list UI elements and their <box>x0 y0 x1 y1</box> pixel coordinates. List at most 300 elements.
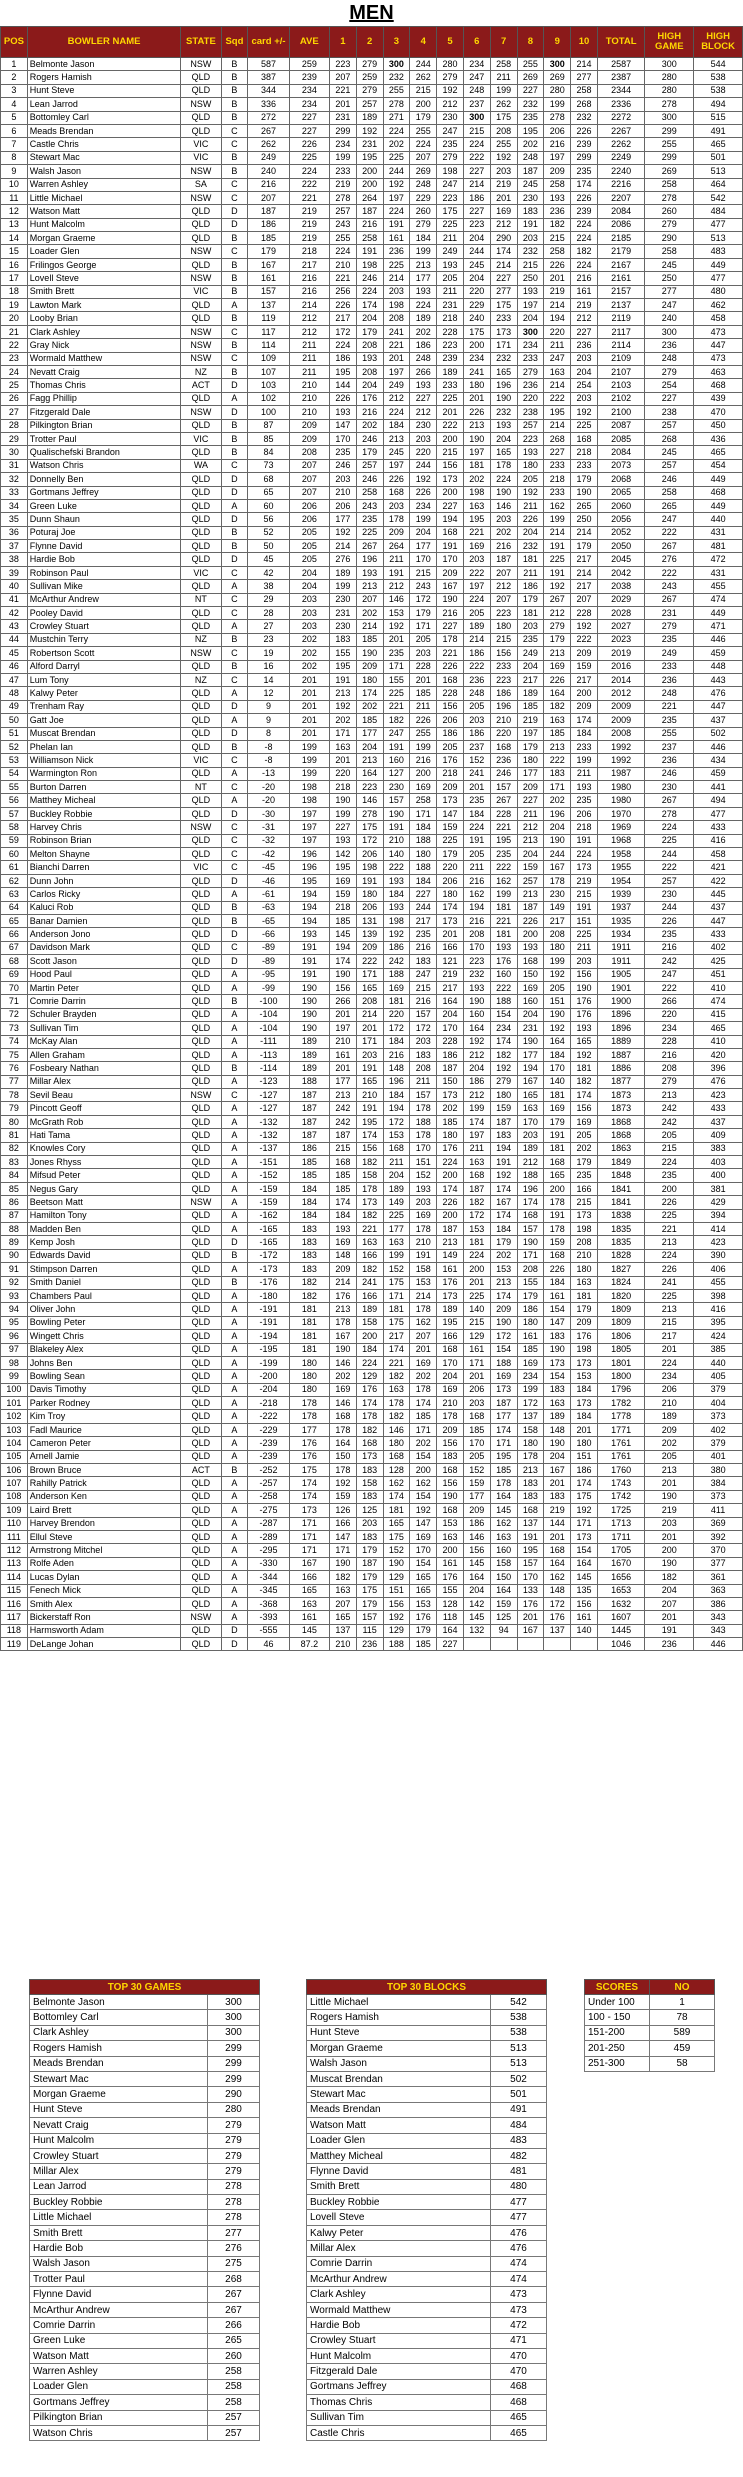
cell-squad: A <box>221 1544 248 1557</box>
cell-high-game: 237 <box>645 740 694 753</box>
cell-game-7: 180 <box>490 620 517 633</box>
cell-game-5: 247 <box>437 124 464 137</box>
cell-high-block: 436 <box>694 432 743 445</box>
table-row <box>1 513 743 526</box>
cell-pos: 57 <box>1 807 28 820</box>
cell-high-game: 208 <box>645 1062 694 1075</box>
table-row <box>1 1638 743 1651</box>
cell-game-1: 168 <box>329 1156 356 1169</box>
cell-game-7: 162 <box>490 1517 517 1530</box>
cell-game-2: 156 <box>356 1142 383 1155</box>
cell-state: NSW <box>181 821 221 834</box>
cell-bowler-name: Pincott Geoff <box>27 1102 181 1115</box>
cell-card: -100 <box>248 995 289 1008</box>
cell-total: 1955 <box>597 861 645 874</box>
cell-high-game: 242 <box>645 1102 694 1115</box>
top-game-value: 278 <box>208 2195 260 2210</box>
cell-squad: B <box>221 915 248 928</box>
cell-game-7: 190 <box>490 392 517 405</box>
table-row <box>1 1089 743 1102</box>
cell-game-4: 211 <box>410 1075 437 1088</box>
cell-card: -191 <box>248 1303 289 1316</box>
cell-game-2: 177 <box>356 727 383 740</box>
cell-card: -63 <box>248 901 289 914</box>
cell-game-3: 213 <box>383 432 410 445</box>
table-row <box>1 1289 743 1302</box>
cell-game-9: 197 <box>544 151 571 164</box>
cell-pos: 94 <box>1 1303 28 1316</box>
cell-game-10: 176 <box>571 1008 598 1021</box>
cell-game-1: 221 <box>329 272 356 285</box>
cell-state: QLD <box>181 1584 221 1597</box>
cell-pos: 24 <box>1 365 28 378</box>
cell-high-game: 201 <box>645 1343 694 1356</box>
cell-game-1: 214 <box>329 1276 356 1289</box>
cell-pos: 1 <box>1 58 28 71</box>
cell-game-3: 224 <box>383 406 410 419</box>
cell-game-5: 173 <box>437 794 464 807</box>
cell-bowler-name: Smith Brett <box>27 285 181 298</box>
top-block-value: 465 <box>491 2425 547 2440</box>
cell-total: 2086 <box>597 218 645 231</box>
cell-game-6: 170 <box>463 1437 490 1450</box>
cell-game-3: 212 <box>383 392 410 405</box>
cell-high-block: 386 <box>694 1597 743 1610</box>
top-block-value: 491 <box>491 2102 547 2117</box>
top-game-name: Belmonte Jason <box>30 1995 208 2010</box>
cell-game-7: 228 <box>490 807 517 820</box>
table-row <box>1 1330 743 1343</box>
cell-squad: B <box>221 1249 248 1262</box>
cell-card: -555 <box>248 1624 289 1637</box>
cell-game-9: 222 <box>544 392 571 405</box>
cell-game-1: 206 <box>329 499 356 512</box>
cell-game-10: 226 <box>571 191 598 204</box>
cell-pos: 73 <box>1 1022 28 1035</box>
cell-game-6: 190 <box>463 995 490 1008</box>
cell-bowler-name: Castle Chris <box>27 138 181 151</box>
header-squad: Sqd <box>221 27 248 58</box>
cell-game-6: 181 <box>463 1236 490 1249</box>
cell-game-8: 236 <box>517 379 544 392</box>
cell-game-8: 189 <box>517 1142 544 1155</box>
table-row <box>1 124 743 137</box>
cell-high-block: 468 <box>694 486 743 499</box>
cell-game-6: 171 <box>463 1356 490 1369</box>
cell-pos: 115 <box>1 1584 28 1597</box>
cell-total: 2065 <box>597 486 645 499</box>
cell-total: 1782 <box>597 1397 645 1410</box>
cell-pos: 47 <box>1 673 28 686</box>
cell-total: 2038 <box>597 580 645 593</box>
cell-game-4: 216 <box>410 995 437 1008</box>
cell-game-10: 174 <box>571 178 598 191</box>
cell-game-9: 162 <box>544 499 571 512</box>
cell-game-8: 209 <box>517 781 544 794</box>
cell-squad: B <box>221 446 248 459</box>
cell-pos: 56 <box>1 794 28 807</box>
cell-squad: D <box>221 928 248 941</box>
cell-game-8: 171 <box>517 1249 544 1262</box>
table-row <box>1 459 743 472</box>
cell-game-5: 205 <box>437 272 464 285</box>
cell-game-8: 227 <box>517 794 544 807</box>
cell-game-8: 203 <box>517 232 544 245</box>
cell-average: 197 <box>289 807 329 820</box>
top-game-value: 300 <box>208 1995 260 2010</box>
cell-game-2: 179 <box>356 446 383 459</box>
cell-pos: 7 <box>1 138 28 151</box>
cell-game-10: 224 <box>571 232 598 245</box>
cell-game-4: 165 <box>410 1571 437 1584</box>
top-game-row <box>30 2333 260 2348</box>
cell-pos: 75 <box>1 1048 28 1061</box>
cell-game-6: 197 <box>463 1129 490 1142</box>
cell-total: 1670 <box>597 1557 645 1570</box>
cell-bowler-name: Hamilton Tony <box>27 1209 181 1222</box>
cell-game-10: 184 <box>571 1383 598 1396</box>
cell-game-1: 146 <box>329 1356 356 1369</box>
cell-high-game: 221 <box>645 700 694 713</box>
cell-squad: A <box>221 620 248 633</box>
cell-squad: A <box>221 1410 248 1423</box>
page-title: MEN <box>349 2 394 24</box>
cell-squad: B <box>221 901 248 914</box>
cell-game-4: 184 <box>410 821 437 834</box>
top-block-value: 501 <box>491 2087 547 2102</box>
cell-high-game: 246 <box>645 473 694 486</box>
cell-total: 1970 <box>597 807 645 820</box>
cell-high-block: 410 <box>694 1035 743 1048</box>
cell-high-game: 265 <box>645 499 694 512</box>
top-block-value: 476 <box>491 2225 547 2240</box>
cell-card: 56 <box>248 513 289 526</box>
cell-average: 217 <box>289 258 329 271</box>
cell-card: -95 <box>248 968 289 981</box>
cell-game-8: 158 <box>517 1423 544 1436</box>
top-game-name: Hunt Malcolm <box>30 2133 208 2148</box>
cell-game-2: 182 <box>356 1209 383 1222</box>
table-row <box>1 767 743 780</box>
cell-game-10: 215 <box>571 1196 598 1209</box>
cell-squad: A <box>221 1437 248 1450</box>
cell-bowler-name: Dunn John <box>27 874 181 887</box>
cell-bowler-name: Trenham Ray <box>27 700 181 713</box>
top-game-name: Crowley Stuart <box>30 2148 208 2163</box>
cell-state: QLD <box>181 540 221 553</box>
table-row <box>1 1571 743 1584</box>
cell-pos: 25 <box>1 379 28 392</box>
cell-state: QLD <box>181 1022 221 1035</box>
cell-high-game: 209 <box>645 1423 694 1436</box>
cell-state: QLD <box>181 1048 221 1061</box>
cell-bowler-name: Johns Ben <box>27 1356 181 1369</box>
cell-game-7: 193 <box>490 419 517 432</box>
cell-total: 2103 <box>597 379 645 392</box>
cell-state: QLD <box>181 1356 221 1369</box>
cell-pos: 48 <box>1 687 28 700</box>
cell-high-block: 405 <box>694 1370 743 1383</box>
cell-game-5: 189 <box>437 1303 464 1316</box>
cell-bowler-name: Frilingos George <box>27 258 181 271</box>
cell-game-9: 244 <box>544 848 571 861</box>
cell-game-6: 235 <box>463 794 490 807</box>
cell-game-10: 151 <box>571 1450 598 1463</box>
cell-game-8: 179 <box>517 593 544 606</box>
cell-game-9: 225 <box>544 553 571 566</box>
cell-squad: A <box>221 299 248 312</box>
cell-game-1: 207 <box>329 71 356 84</box>
cell-game-7: 159 <box>490 1102 517 1115</box>
cell-game-2: 172 <box>356 834 383 847</box>
cell-game-4: 176 <box>410 1611 437 1624</box>
cell-game-8: 193 <box>517 941 544 954</box>
cell-game-2: 179 <box>356 1597 383 1610</box>
table-row <box>1 245 743 258</box>
cell-state: VIC <box>181 285 221 298</box>
top-block-row <box>307 2087 547 2102</box>
cell-game-7: 176 <box>490 955 517 968</box>
cell-card: -218 <box>248 1397 289 1410</box>
cell-game-5: 210 <box>437 1397 464 1410</box>
cell-pos: 96 <box>1 1330 28 1343</box>
top-game-name: Watson Chris <box>30 2425 208 2440</box>
cell-high-block: 462 <box>694 299 743 312</box>
cell-total: 1771 <box>597 1423 645 1436</box>
cell-game-2: 182 <box>356 1423 383 1436</box>
cell-state: QLD <box>181 1397 221 1410</box>
cell-bowler-name: Scott Jason <box>27 955 181 968</box>
cell-game-10: 217 <box>571 673 598 686</box>
cell-average: 203 <box>289 620 329 633</box>
cell-game-3: 194 <box>383 1102 410 1115</box>
cell-average: 259 <box>289 58 329 71</box>
cell-game-9: 173 <box>544 1356 571 1369</box>
cell-average: 193 <box>289 928 329 941</box>
top-block-value: 482 <box>491 2148 547 2163</box>
table-row <box>1 1209 743 1222</box>
cell-game-1: 190 <box>329 968 356 981</box>
cell-game-10: 209 <box>571 700 598 713</box>
cell-card: -114 <box>248 1062 289 1075</box>
cell-card: 179 <box>248 245 289 258</box>
cell-high-game: 189 <box>645 1410 694 1423</box>
cell-bowler-name: DeLange Johan <box>27 1638 181 1651</box>
cell-game-2: 185 <box>356 714 383 727</box>
cell-high-block: 445 <box>694 888 743 901</box>
cell-game-2: 171 <box>356 968 383 981</box>
cell-game-2: 257 <box>356 98 383 111</box>
cell-game-8: 226 <box>517 513 544 526</box>
cell-game-2: 115 <box>356 1624 383 1637</box>
cell-state: WA <box>181 459 221 472</box>
cell-game-4: 202 <box>410 1370 437 1383</box>
cell-pos: 2 <box>1 71 28 84</box>
cell-average: 177 <box>289 1423 329 1436</box>
cell-game-1: 163 <box>329 740 356 753</box>
table-row <box>1 1504 743 1517</box>
cell-game-1: 194 <box>329 941 356 954</box>
cell-card: 42 <box>248 566 289 579</box>
cell-game-9: 169 <box>544 1102 571 1115</box>
cell-game-2: 198 <box>356 258 383 271</box>
cell-game-4: 201 <box>410 1343 437 1356</box>
score-range-row <box>585 2010 715 2025</box>
cell-state: QLD <box>181 446 221 459</box>
cell-game-3: 224 <box>383 124 410 137</box>
cell-game-3: 171 <box>383 660 410 673</box>
cell-game-8: 235 <box>517 111 544 124</box>
cell-high-game: 279 <box>645 620 694 633</box>
cell-high-block: 465 <box>694 138 743 151</box>
cell-high-block: 384 <box>694 1477 743 1490</box>
cell-game-7: 173 <box>490 325 517 338</box>
top-block-name: Castle Chris <box>307 2425 491 2440</box>
cell-bowler-name: Kim Troy <box>27 1410 181 1423</box>
cell-average: 161 <box>289 1611 329 1624</box>
top-game-value: 300 <box>208 2025 260 2040</box>
table-row <box>1 807 743 820</box>
cell-game-5: 170 <box>437 1356 464 1369</box>
cell-game-4: 147 <box>410 1517 437 1530</box>
cell-high-game: 300 <box>645 58 694 71</box>
cell-total: 1968 <box>597 834 645 847</box>
cell-game-1: 166 <box>329 1517 356 1530</box>
cell-pos: 65 <box>1 915 28 928</box>
cell-game-2: 206 <box>356 901 383 914</box>
cell-high-block: 402 <box>694 941 743 954</box>
cell-card: 100 <box>248 406 289 419</box>
score-range-row <box>585 2041 715 2056</box>
top-game-value: 275 <box>208 2256 260 2271</box>
cell-squad: C <box>221 607 248 620</box>
cell-game-4: 170 <box>410 1544 437 1557</box>
cell-game-6: 152 <box>463 1464 490 1477</box>
table-row <box>1 1196 743 1209</box>
cell-pos: 95 <box>1 1316 28 1329</box>
header-high-game: HIGH GAME <box>645 27 694 58</box>
cell-bowler-name: Lum Tony <box>27 673 181 686</box>
cell-game-9: 267 <box>544 593 571 606</box>
cell-game-5: 168 <box>437 1464 464 1477</box>
cell-pos: 36 <box>1 526 28 539</box>
table-row <box>1 981 743 994</box>
cell-squad: B <box>221 339 248 352</box>
cell-game-9: 199 <box>544 955 571 968</box>
cell-game-5: 201 <box>437 928 464 941</box>
cell-game-4: 244 <box>410 459 437 472</box>
cell-game-7: 258 <box>490 58 517 71</box>
cell-game-4: 213 <box>410 258 437 271</box>
cell-game-8: 220 <box>517 392 544 405</box>
table-row <box>1 1062 743 1075</box>
cell-state: QLD <box>181 1209 221 1222</box>
cell-game-2: 214 <box>356 620 383 633</box>
cell-game-3: 255 <box>383 84 410 97</box>
cell-total: 2073 <box>597 459 645 472</box>
cell-game-5: 164 <box>437 1624 464 1637</box>
cell-pos: 40 <box>1 580 28 593</box>
header-game-6: 6 <box>463 27 490 58</box>
cell-game-8: 170 <box>517 1571 544 1584</box>
cell-state: VIC <box>181 432 221 445</box>
cell-game-2: 171 <box>356 1035 383 1048</box>
cell-game-4: 186 <box>410 339 437 352</box>
cell-bowler-name: Crowley Stuart <box>27 620 181 633</box>
cell-high-game: 225 <box>645 1289 694 1302</box>
cell-total: 2087 <box>597 419 645 432</box>
cell-total: 1868 <box>597 1129 645 1142</box>
cell-game-8: 161 <box>517 1330 544 1343</box>
top-block-row <box>307 2395 547 2410</box>
cell-total: 2045 <box>597 553 645 566</box>
cell-average: 208 <box>289 446 329 459</box>
cell-game-5: 156 <box>437 1437 464 1450</box>
cell-game-9: 151 <box>544 995 571 1008</box>
cell-high-game: 207 <box>645 1597 694 1610</box>
cell-game-4: 244 <box>410 58 437 71</box>
cell-game-9: 163 <box>544 365 571 378</box>
cell-state: QLD <box>181 1544 221 1557</box>
cell-squad: C <box>221 1089 248 1102</box>
cell-card: -176 <box>248 1276 289 1289</box>
cell-total: 2272 <box>597 111 645 124</box>
cell-high-game: 278 <box>645 98 694 111</box>
cell-card: -165 <box>248 1236 289 1249</box>
top-block-row <box>307 2333 547 2348</box>
cell-game-3: 178 <box>383 513 410 526</box>
cell-bowler-name: Belmonte Jason <box>27 58 181 71</box>
cell-state: QLD <box>181 1008 221 1021</box>
cell-card: 103 <box>248 379 289 392</box>
top-game-name: Rogers Hamish <box>30 2041 208 2056</box>
top-block-value: 471 <box>491 2333 547 2348</box>
cell-total: 1801 <box>597 1356 645 1369</box>
cell-game-1: 174 <box>329 955 356 968</box>
table-row <box>1 205 743 218</box>
cell-game-4: 203 <box>410 1035 437 1048</box>
cell-game-8: 234 <box>517 339 544 352</box>
cell-game-4: 162 <box>410 1477 437 1490</box>
cell-game-8: 203 <box>517 620 544 633</box>
cell-high-game: 205 <box>645 1450 694 1463</box>
cell-total: 1761 <box>597 1437 645 1450</box>
cell-game-9: 183 <box>544 1383 571 1396</box>
cell-game-10: 190 <box>571 486 598 499</box>
cell-game-7: 204 <box>490 432 517 445</box>
top-block-row <box>307 2256 547 2271</box>
header-card: card +/- <box>248 27 289 58</box>
cell-game-7: 199 <box>490 84 517 97</box>
cell-high-block: 431 <box>694 566 743 579</box>
cell-card: -275 <box>248 1504 289 1517</box>
cell-game-8: 213 <box>517 888 544 901</box>
cell-high-game: 276 <box>645 553 694 566</box>
cell-game-1: 197 <box>329 1022 356 1035</box>
scores-no-header: NO <box>650 1980 715 1995</box>
cell-game-10: 204 <box>571 365 598 378</box>
cell-state: QLD <box>181 915 221 928</box>
cell-bowler-name: Beetson Matt <box>27 1196 181 1209</box>
top-block-name: Hunt Malcolm <box>307 2348 491 2363</box>
cell-game-3: 148 <box>383 1062 410 1075</box>
cell-game-8: 167 <box>517 1075 544 1088</box>
cell-high-game: 235 <box>645 1169 694 1182</box>
cell-game-2: 139 <box>356 928 383 941</box>
cell-game-3: 157 <box>383 794 410 807</box>
cell-game-4: 193 <box>410 379 437 392</box>
cell-high-block: 381 <box>694 1182 743 1195</box>
